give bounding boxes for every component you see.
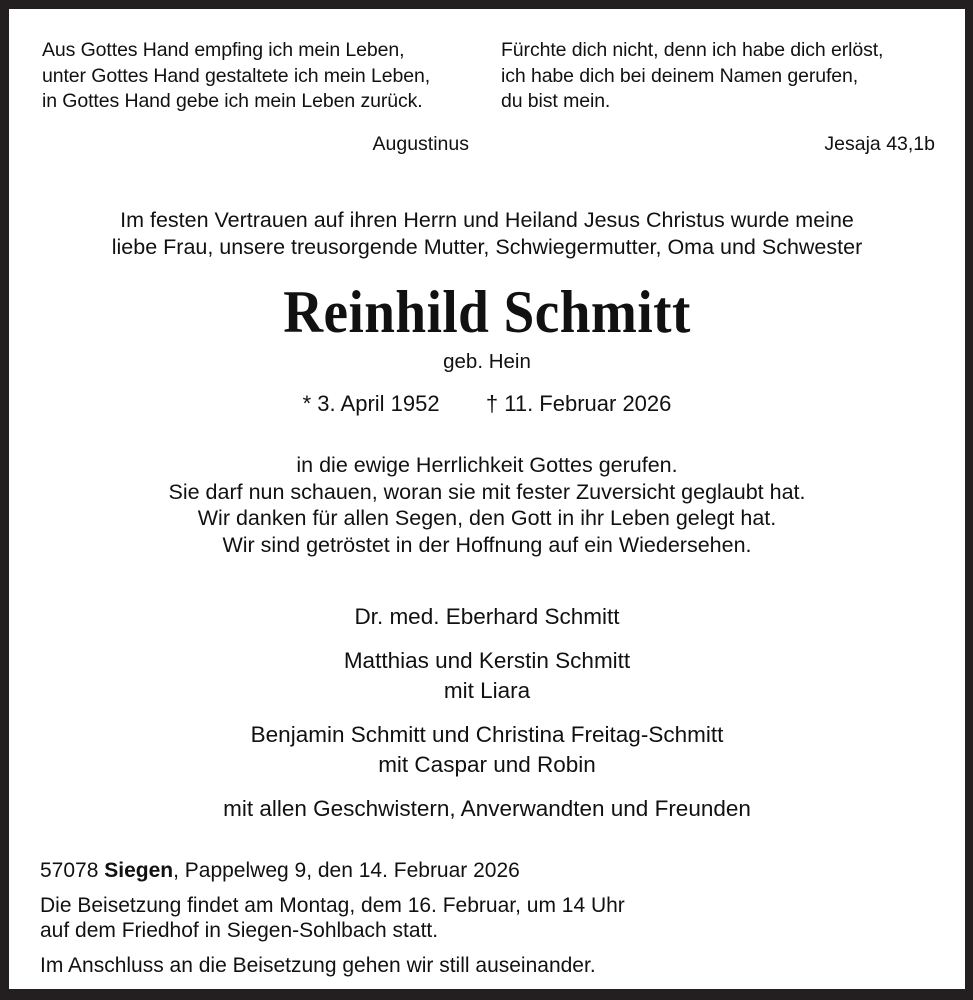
quote-left-line-3: in Gottes Hand gebe ich mein Leben zurück. (42, 90, 423, 112)
footer-details (40, 858, 945, 978)
quote-block-right (479, 38, 949, 157)
verse-line-2: Sie darf nun schauen, woran sie mit fester Zuversicht geglaubt hat. (168, 479, 806, 504)
quote-right-line-2: ich habe dich bei deinem Namen gerufen, (501, 64, 859, 87)
death-cross-icon: † (485, 391, 499, 416)
birth-symbol: * (302, 391, 312, 416)
death-date: 11. Februar 2026 (504, 391, 672, 416)
city-name: Siegen (104, 859, 174, 882)
family-line: mit Caspar und Robin (378, 752, 596, 777)
postal-code: 57078 (40, 859, 105, 882)
closing-note: Im Anschluss an die Beisetzung gehen wir still auseinander. (40, 953, 596, 977)
funeral-arrangements (40, 893, 945, 944)
bereaved-family-list (9, 602, 965, 824)
memorial-verse (9, 452, 965, 558)
family-group (9, 602, 965, 632)
family-group (9, 720, 965, 780)
deceased-name: Reinhild Schmitt (283, 279, 691, 345)
quote-left-attribution: Augustinus (372, 132, 469, 155)
funeral-line-2: auf dem Friedhof in Siegen-Sohlbach statt. (40, 919, 439, 942)
quote-block-left (9, 38, 479, 157)
deceased-name-block (9, 281, 965, 375)
family-line: Benjamin Schmitt und Christina Freitag-Schmitt (250, 722, 724, 747)
intro-line-2: liebe Frau, unsere treusorgende Mutter, Schwiegermutter, Oma und Schwester (111, 235, 863, 259)
street-and-date: , Pappelweg 9, den 14. Februar 2026 (173, 859, 520, 882)
obituary-inner-panel (9, 9, 965, 989)
intro-line-1: Im festen Vertrauen auf ihren Herrn und Heiland Jesus Christus wurde meine (120, 208, 854, 232)
quote-right-line-3: du bist mein. (501, 90, 611, 112)
intro-paragraph (9, 207, 965, 261)
verse-line-1: in die ewige Herrlichkeit Gottes gerufen. (296, 453, 678, 477)
quotes-row (9, 38, 965, 157)
family-group (9, 646, 965, 706)
quote-right-line-1: Fürchte dich nicht, denn ich habe dich erlöst, (501, 39, 884, 61)
family-line: mit Liara (443, 678, 531, 703)
address-line (40, 858, 945, 884)
quote-right-attribution: Jesaja 43,1b (824, 132, 935, 155)
verse-line-3: Wir danken für allen Segen, den Gott in ihr Leben gelegt hat. (197, 506, 777, 530)
quote-left-line-1: Aus Gottes Hand empfing ich mein Leben, (42, 39, 405, 61)
family-line: Matthias und Kerstin Schmitt (343, 648, 631, 673)
birth-date: 3. April 1952 (317, 391, 440, 416)
maiden-name: geb. Hein (443, 350, 531, 373)
family-group (9, 794, 965, 824)
funeral-line-1: Die Beisetzung findet am Montag, dem 16. Februar, um 14 Uhr (40, 893, 625, 917)
life-dates (9, 390, 965, 418)
family-line: Dr. med. Eberhard Schmitt (354, 604, 620, 629)
quote-left-line-2: unter Gottes Hand gestaltete ich mein Leben, (42, 64, 431, 87)
verse-line-4: Wir sind getröstet in der Hoffnung auf ein Wiedersehen. (222, 532, 752, 557)
family-line: mit allen Geschwistern, Anverwandten und Freunden (223, 796, 751, 821)
